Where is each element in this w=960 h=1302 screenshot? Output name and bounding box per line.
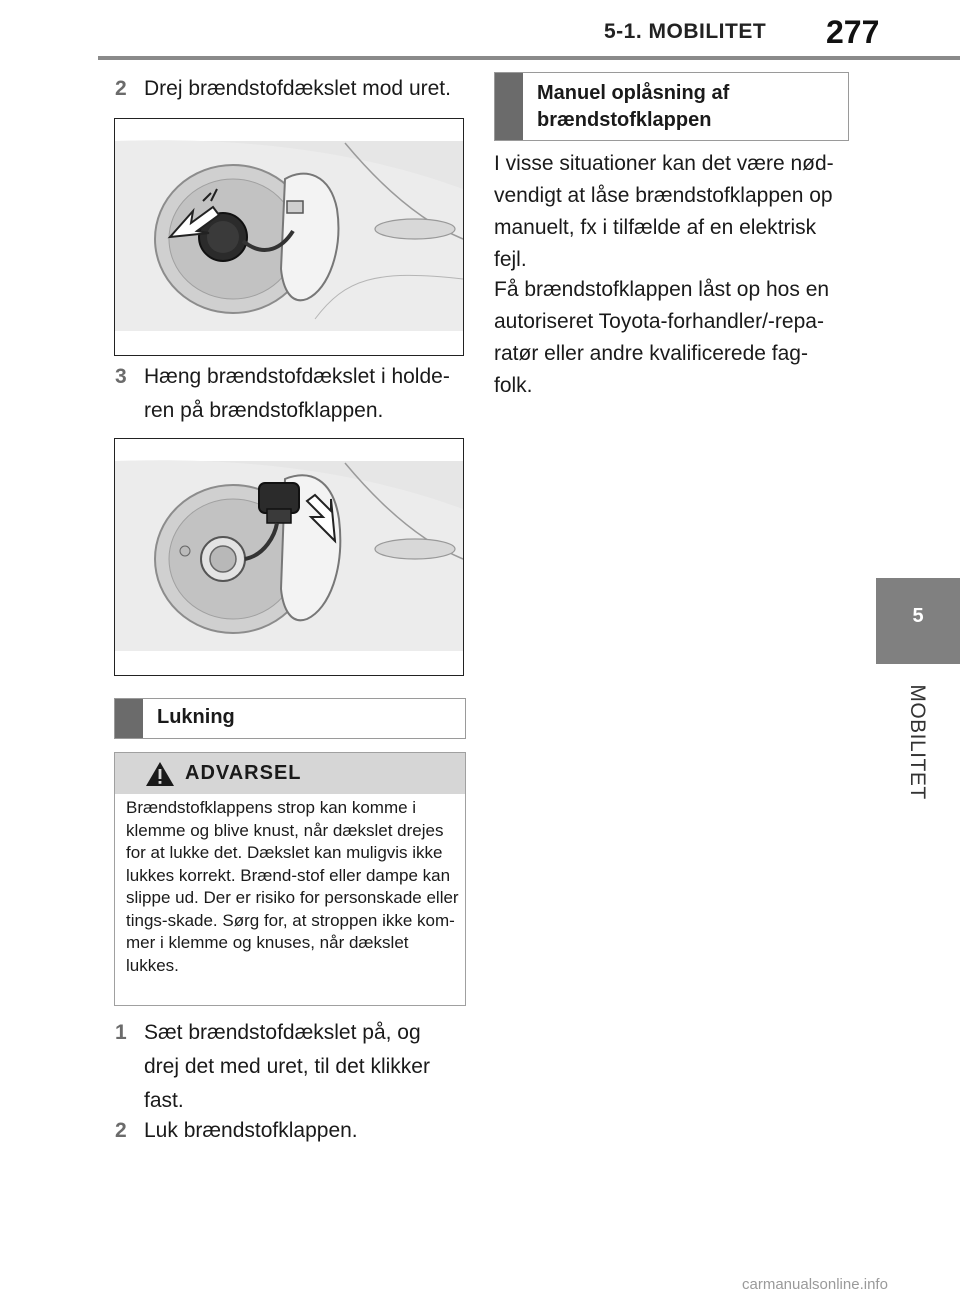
chapter-number: 5 xyxy=(912,605,924,627)
warning-text: Brændstofklappens strop kan komme i klemme og blive knust, når dækslet drejes for at lukke det. Dækslet kan muligvis ikke lukkes korrekt. Brænd-stof eller dampe kan slippe ud. Der er risiko for personskade eller tings-skade. Sørg for, at stroppen ikke kom-mer i klemme og knuses, når dækslet lukkes. xyxy=(126,798,459,975)
warning-triangle-icon xyxy=(145,761,175,787)
step-text: Sæt brændstofdækslet på, og drej det med uret, til det klikker fast. xyxy=(144,1021,430,1112)
chapter-label: MOBILITET xyxy=(906,684,929,800)
warning-box xyxy=(114,752,466,1006)
warning-title: ADVARSEL xyxy=(185,762,302,784)
step-text: Drej brændstofdækslet mod uret. xyxy=(144,77,451,100)
watermark-text: carmanualsonline.info xyxy=(742,1276,888,1293)
heading-text: Manuel oplåsning af brændstofklappen xyxy=(537,82,730,131)
section-heading-manual-unlock xyxy=(494,72,849,141)
figure-fuel-cap-turn xyxy=(114,118,464,356)
step-number: 2 xyxy=(115,77,127,100)
step-number: 2 xyxy=(115,1119,127,1142)
heading-text: Lukning xyxy=(157,706,235,728)
figure-fuel-cap-hang xyxy=(114,438,464,676)
heading-bar xyxy=(115,699,143,738)
fuel-cap-turn-illustration xyxy=(115,119,463,355)
section-heading-lukning xyxy=(114,698,466,739)
paragraph: Få brændstofklappen låst op hos en autoriseret Toyota-forhandler/-repa-ratør eller andre kvalificerede fag-folk. xyxy=(494,278,830,397)
step-item xyxy=(115,1114,475,1148)
warning-header xyxy=(115,753,465,794)
step-text: Luk brændstofklappen. xyxy=(144,1119,358,1142)
chapter-label-vertical xyxy=(892,668,942,828)
paragraph: I visse situationer kan det være nød-vendigt at låse brændstofklappen op manuelt, fx i tilfælde af en elektrisk fejl. xyxy=(494,152,834,271)
step-number: 1 xyxy=(115,1021,127,1044)
heading-bar xyxy=(495,73,523,140)
fuel-cap-hang-illustration xyxy=(115,439,463,675)
step-item xyxy=(115,360,475,428)
section-title: 5-1. MOBILITET xyxy=(604,20,767,43)
step-item xyxy=(115,1016,475,1118)
step-item xyxy=(115,72,475,106)
header-divider xyxy=(98,56,960,60)
step-text: Hæng brændstofdækslet i holde-ren på brændstofklappen. xyxy=(144,365,450,422)
step-number: 3 xyxy=(115,365,127,388)
page-number: 277 xyxy=(826,14,880,50)
